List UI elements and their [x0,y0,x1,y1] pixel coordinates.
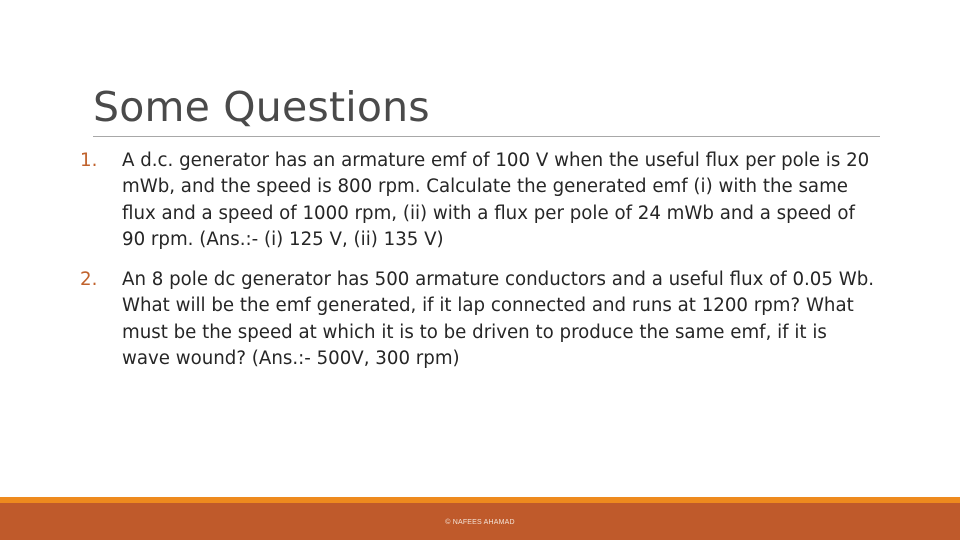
slide-title: Some Questions [93,83,430,131]
question-number: 2. [80,269,98,291]
question-number: 1. [80,150,98,171]
question-list [80,148,880,386]
title-divider [93,136,880,137]
question-text: A d.c. generator has an armature emf of 100 V when the useful flux per pole is 20 mWb, and the speed is 800 rpm. Calculate the generated emf (i) with the same flux and a speed of 1000 rpm, (ii) with a flux per pole of 24 mWb and a speed of 90 rpm. (Ans.:- (i) 125 V, (ii) 135 V) [122,150,870,250]
question-text: An 8 pole dc generator has 500 armature conductors and a useful flux of 0.05 Wb. What will be the emf generated, if it lap connected and runs at 1200 rpm? What must be the speed at which it is to be driven to produce the same emf, if it is wave wound? (Ans.:- 500V, 300 rpm) [122,269,875,370]
question-item [80,267,880,372]
question-item [80,148,880,253]
footer-copyright: © NAFEES AHAMAD [445,519,515,526]
